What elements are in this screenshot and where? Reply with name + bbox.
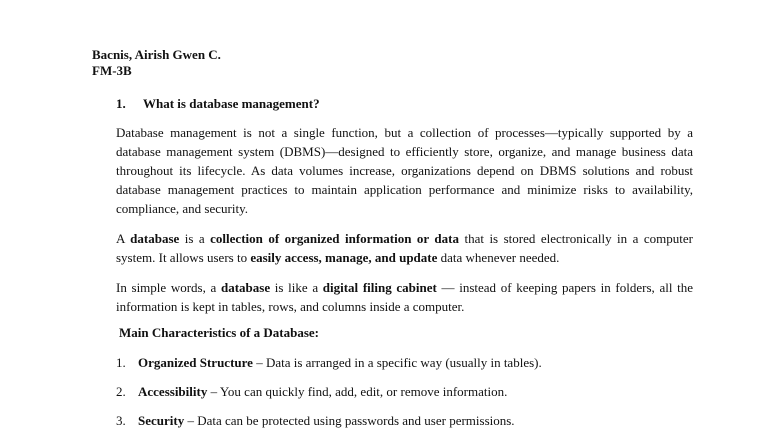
question-title: What is database management? (143, 96, 320, 111)
text-run: — instead of keeping papers in folders, all the information is kept in tables, rows, and columns inside a computer. (116, 280, 694, 314)
bold-term: database (130, 231, 180, 246)
list-desc: – You can quickly find, add, edit, or remove information. (207, 384, 508, 399)
author-section: FM-3B (92, 63, 132, 78)
list-desc: – Data is arranged in a specific way (usually in tables). (252, 355, 542, 370)
bold-term: database (221, 280, 271, 295)
text-run: is like a (270, 280, 323, 295)
bold-term: collection of organized information or data (210, 231, 459, 246)
list-item (116, 384, 507, 400)
paragraph-database-definition (116, 229, 693, 267)
author-name: Bacnis, Airish Gwen C. (92, 47, 221, 62)
list-item (116, 355, 542, 371)
paragraph-simple-words (116, 278, 693, 316)
bold-term: easily access, manage, and update (250, 250, 438, 265)
list-item (116, 413, 515, 429)
list-number: 3. (116, 413, 126, 428)
list-term: Security (138, 413, 185, 428)
text-run: A (116, 231, 131, 246)
paragraph-dbms-definition: Database management is not a single function, but a collection of processes—typically supported by a database management system (DBMS)—designed to efficiently store, organize, and manage business data throughout its lifecycle. As data volumes increase, organizations depend on DBMS solutions and robust database management practices to maintain application performance and minimize risks to availability, compliance, and security. (116, 125, 693, 216)
question-heading (116, 96, 320, 112)
bold-term: digital filing cabinet (322, 280, 437, 295)
list-term: Organized Structure (138, 355, 253, 370)
list-number: 1. (116, 355, 126, 370)
question-number: 1. (116, 96, 126, 111)
text-run: that is stored electronically in a computer system. It allows users to (116, 231, 693, 265)
list-term: Accessibility (138, 384, 208, 399)
characteristics-heading: Main Characteristics of a Database: (119, 325, 320, 340)
author-block (92, 47, 221, 79)
list-number: 2. (116, 384, 126, 399)
text-run: In simple words, a (116, 280, 221, 295)
text-run: is a (179, 231, 211, 246)
text-run: data whenever needed. (437, 250, 560, 265)
list-desc: – Data can be protected using passwords and user permissions. (184, 413, 515, 428)
